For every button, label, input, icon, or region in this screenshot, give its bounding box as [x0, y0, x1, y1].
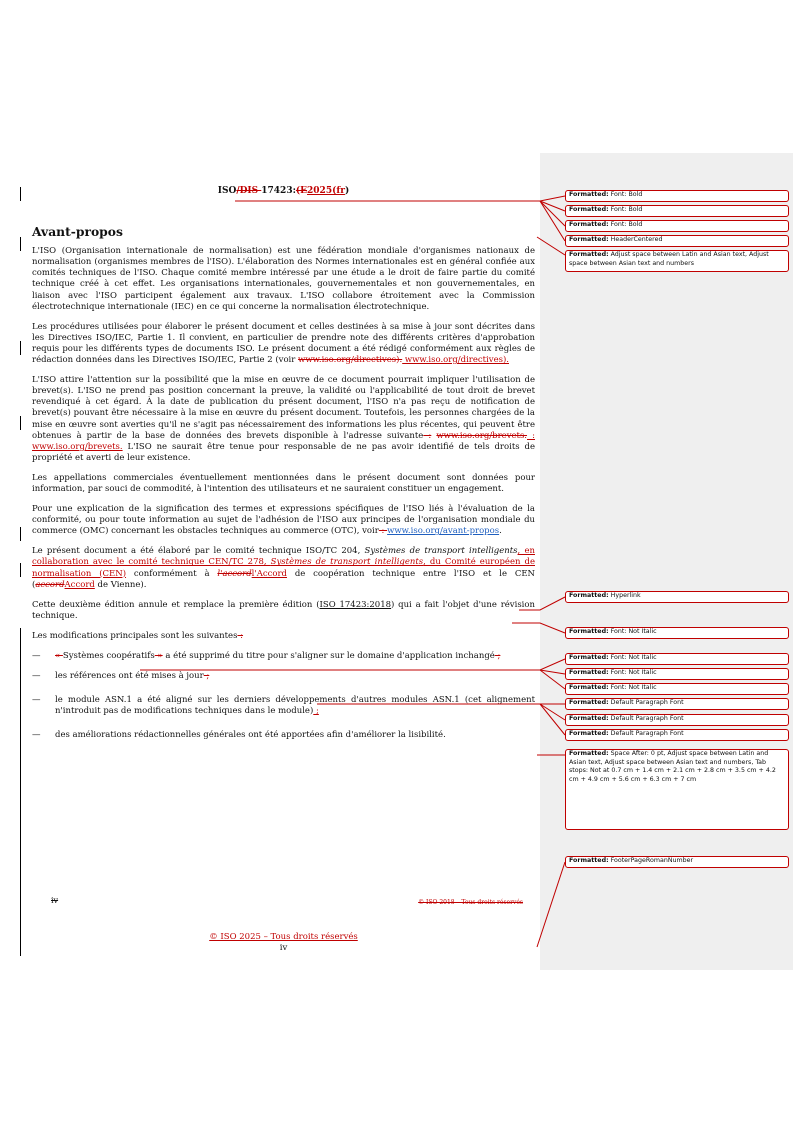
paragraph-3: L'ISO attire l'attention sur la possibilité que la mise en œuvre de ce document pourrait impliquer l'utilisation de brevet(s). L'ISO ne prend pas position concernant la preuve, la validité ou l'applicabilité de tout droit de brevet revendiqué à cet égard. À la date de publication du présent document, l'ISO n'a pas reçu de notification de brevet(s) pouvant être nécessaire à la mise en œuvre du présent document. Toutefois, les personnes chargées de la mise en œuvre sont averties qu'il ne s'agit pas nécessairement des informations les plus récentes, qui peuvent être obtenues à partir de la base de données des brevets disponible à l'adresse suivante : www.iso.org/brevets. : www.iso.org/brevets. L'ISO ne saurait être tenue pour responsable de ne pas avoir identifié de tels droits de propriété et averti de leur existence. [32, 375, 535, 463]
connector-line [540, 670, 565, 689]
list-item: — les références ont été mises à jour ; [32, 671, 210, 682]
list-item: — le module ASN.1 a été aligné sur les derniers développements d'autres modules ASN.1 (cet alignement n'introduit pas de modifications techniques dans le module) ; [32, 695, 535, 717]
footer-copyright: © ISO 2025 – Tous droits réservés [209, 932, 358, 942]
page-number: iv [279, 943, 288, 953]
connector-line [540, 201, 565, 241]
revision-balloon[interactable]: Formatted: Font: Bold [565, 220, 789, 232]
paragraph-1: L'ISO (Organisation internationale de normalisation) est une fédération mondiale d'organismes nationaux de normalisation (organismes membres de l'ISO). L'élaboration des Normes internationales est en général confiée aux comités techniques de l'ISO. Chaque comité membre intéressé par une étude a le droit de faire partie du comité technique créé à cet effet. Les organisations internationales, gouvernementales et non gouvernementales, en liaison avec l'ISO participent également aux travaux. L'ISO collabore étroitement avec la Commission électrotechnique internationale (IEC) en ce qui concerne la normalisation électrotechnique. [32, 246, 535, 312]
foreword-link[interactable]: www.iso.org/avant-propos [387, 526, 500, 537]
connector-line [140, 659, 565, 670]
revision-balloon[interactable]: Formatted: Font: Not Italic [565, 627, 789, 639]
connector-line [512, 623, 565, 633]
revision-balloon[interactable]: Formatted: Default Paragraph Font [565, 729, 789, 741]
paragraph-8: Les modifications principales sont les suivantes : [32, 630, 244, 641]
section-title: Avant-propos [32, 224, 123, 240]
revision-balloon[interactable]: Formatted: Adjust space between Latin and Asian text, Adjust space between Asian text and numbers [565, 250, 789, 272]
paragraph-2: Les procédures utilisées pour élaborer le présent document et celles destinées à sa mise à jour sont décrites dans les Directives ISO/IEC, Partie 1. Il convient, en particulier de prendre note des différents critères d'approbation requis pour les différents types de documents ISO. Le présent document a été rédigé conformément aux règles de rédaction données dans les Directives ISO/IEC, Partie 2 (voir www.iso.org/directives). www.iso.org/directives). [32, 321, 535, 366]
revision-balloon[interactable]: Formatted: Font: Not Italic [565, 653, 789, 665]
paragraph-4: Les appellations commerciales éventuellement mentionnées dans le présent document sont données pour information, par souci de commodité, à l'intention des utilisateurs et ne sauraient constituer un engagement. [32, 472, 535, 494]
revision-balloon[interactable]: Formatted: Hyperlink [565, 591, 789, 603]
revision-balloon[interactable]: Formatted: Font: Bold [565, 190, 789, 202]
revision-balloon[interactable]: Formatted: Font: Not Italic [565, 668, 789, 680]
connector-line [537, 237, 565, 255]
paragraph-6: Le présent document a été élaboré par le comité technique ISO/TC 204, Systèmes de transport intelligents, en collaboration avec le comité technique CEN/TC 278, Systèmes de transport intelligents, du Comité européen de normalisation (CEN) conformément à l'accordl'Accord de coopération technique entre l'ISO et le CEN (accordAccord de Vienne). [32, 546, 535, 590]
connector-line [537, 862, 565, 947]
revision-balloon[interactable]: Formatted: Default Paragraph Font [565, 698, 789, 710]
patents-link[interactable]: : www.iso.org/brevets. [32, 430, 535, 452]
connector-line [235, 196, 565, 201]
revision-balloon[interactable]: Formatted: Default Paragraph Font [565, 714, 789, 726]
connector-line [540, 704, 565, 720]
revision-balloon[interactable]: Formatted: Font: Bold [565, 205, 789, 217]
revision-balloon[interactable]: Formatted: HeaderCentered [565, 235, 789, 247]
paragraph-7: Cette deuxième édition annule et remplace la première édition (ISO 17423:2018) qui a fait l'objet d'une révision technique. [32, 599, 535, 621]
list-item: — des améliorations rédactionnelles générales ont été apportées afin d'améliorer la lisibilité. [32, 730, 446, 741]
connector-line [540, 201, 565, 226]
document-header: ISO/DIS 17423:(E2025(fr) [217, 186, 350, 196]
paragraph-5: Pour une explication de la signification des termes et expressions spécifiques de l'ISO liés à l'évaluation de la conformité, ou pour toute information au sujet de l'adhésion de l'ISO aux principes de l'organisation mondiale du commerce (OMC) concernant les obstacles techniques au commerce (OTC), voir : www.iso.org/avant-propos. [32, 504, 535, 537]
revision-balloon[interactable]: Formatted: Font: Not Italic [565, 683, 789, 695]
connector-line [540, 201, 565, 211]
list-item: — « Systèmes coopératifs » a été supprimé du titre pour s'aligner sur le domaine d'application inchangé ; [32, 651, 501, 661]
directives-link[interactable]: www.iso.org/directives). [402, 355, 509, 366]
connector-line [540, 704, 565, 735]
revision-balloon[interactable]: Formatted: Space After: 0 pt, Adjust space between Latin and Asian text, Adjust space between Asian text and numbers, Tab stops: Not at 0.7 cm + 1.4 cm + 2.1 cm + 2.8 cm + 3.5 cm + 4.2 cm + 4.9 cm + 5.6 cm + 6.3 cm + 7 cm [565, 749, 789, 830]
connector-line [519, 597, 565, 610]
revision-balloon[interactable]: Formatted: FooterPageRomanNumber [565, 856, 789, 868]
